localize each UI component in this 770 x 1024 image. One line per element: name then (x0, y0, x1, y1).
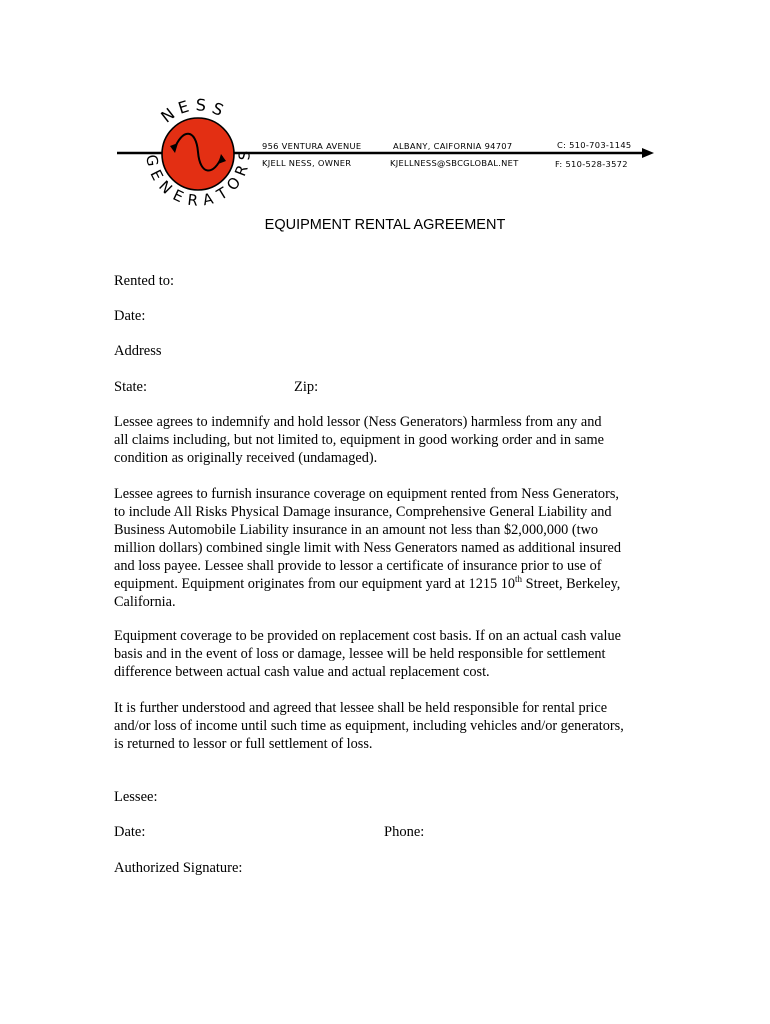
document-title: EQUIPMENT RENTAL AGREEMENT (264, 217, 506, 233)
logo-letter: T (213, 183, 231, 204)
paragraph-indemnify (114, 413, 664, 467)
logo-letter: S (209, 98, 227, 120)
text-line: It is further understood and agreed that lessee shall be held responsible for rental price (114, 700, 608, 716)
text-line: and loss payee. Lessee shall provide to lessor a certificate of insurance prior to use of (114, 558, 602, 574)
field-date: Date: (114, 308, 146, 324)
text-line: Business Automobile Liability insurance in an amount not less than $2,000,000 (two (114, 522, 599, 538)
ness-generators-logo (0, 0, 770, 230)
header-fax: F: 510-528-3572 (555, 159, 628, 169)
text-line: million dollars) combined single limit with Ness Generators named as additional insured (114, 540, 622, 556)
text-line: all claims including, but not limited to, equipment in good working order and in same (114, 432, 604, 448)
logo-letter: N (155, 176, 176, 198)
field-zip: Zip: (294, 379, 319, 395)
header-owner: KJELL NESS, OWNER (262, 158, 352, 168)
field-authorized-signature: Authorized Signature: (114, 860, 243, 876)
header-arrowhead (642, 148, 654, 158)
text-line: basis and in the event of loss or damage, lessee will be held responsible for settlement (114, 646, 606, 662)
paragraph-insurance (114, 485, 664, 611)
text-line: and/or loss of income until such time as equipment, including vehicles and/or generators, (114, 718, 624, 734)
header-email: KJELLNESS@SBCGLOBAL.NET (390, 158, 519, 168)
field-date-signed: Date: (114, 824, 146, 840)
logo-letter: E (146, 166, 167, 184)
field-rented-to: Rented to: (114, 273, 175, 289)
logo-letter: E (175, 96, 192, 118)
field-phone: Phone: (384, 824, 425, 840)
paragraph-coverage (114, 627, 664, 681)
logo-letter: G (142, 153, 162, 168)
logo-letter: N (157, 104, 179, 127)
logo-letter: S (195, 95, 207, 115)
field-lessee: Lessee: (114, 789, 158, 805)
logo-letter: A (201, 189, 215, 210)
field-state: State: (114, 379, 148, 395)
text-line: Lessee agrees to furnish insurance coverage on equipment rented from Ness Generators, (114, 486, 619, 502)
field-address: Address (114, 343, 162, 359)
logo-letter: R (231, 162, 252, 179)
header-street: 956 VENTURA AVENUE (262, 141, 362, 151)
text-line: to include All Risks Physical Damage insurance, Comprehensive General Liability and (114, 504, 612, 520)
header-city: ALBANY, CAIFORNIA 94707 (393, 141, 513, 151)
logo-letter: R (186, 190, 199, 210)
text-line: Lessee agrees to indemnify and hold lessor (Ness Generators) harmless from any and (114, 414, 602, 430)
ordinal-suffix: th (515, 574, 523, 585)
logo-letter: E (169, 185, 187, 207)
logo-letter: O (223, 173, 245, 195)
text-line: California. (114, 594, 176, 610)
text-line: Equipment coverage to be provided on replacement cost basis. If on an actual cash value (114, 628, 621, 644)
text-line (114, 575, 664, 593)
text-line: condition as originally received (undamaged). (114, 450, 378, 466)
logo-letter: S (235, 150, 254, 161)
text-segment: Street, Berkeley, (522, 576, 621, 592)
header-cell-phone: C: 510-703-1145 (557, 140, 632, 150)
text-line: is returned to lessor or full settlement of loss. (114, 736, 373, 752)
text-segment: equipment. Equipment originates from our equipment yard at 1215 10 (114, 576, 516, 592)
text-line: difference between actual cash value and actual replacement cost. (114, 664, 490, 680)
paragraph-responsibility (114, 699, 664, 753)
